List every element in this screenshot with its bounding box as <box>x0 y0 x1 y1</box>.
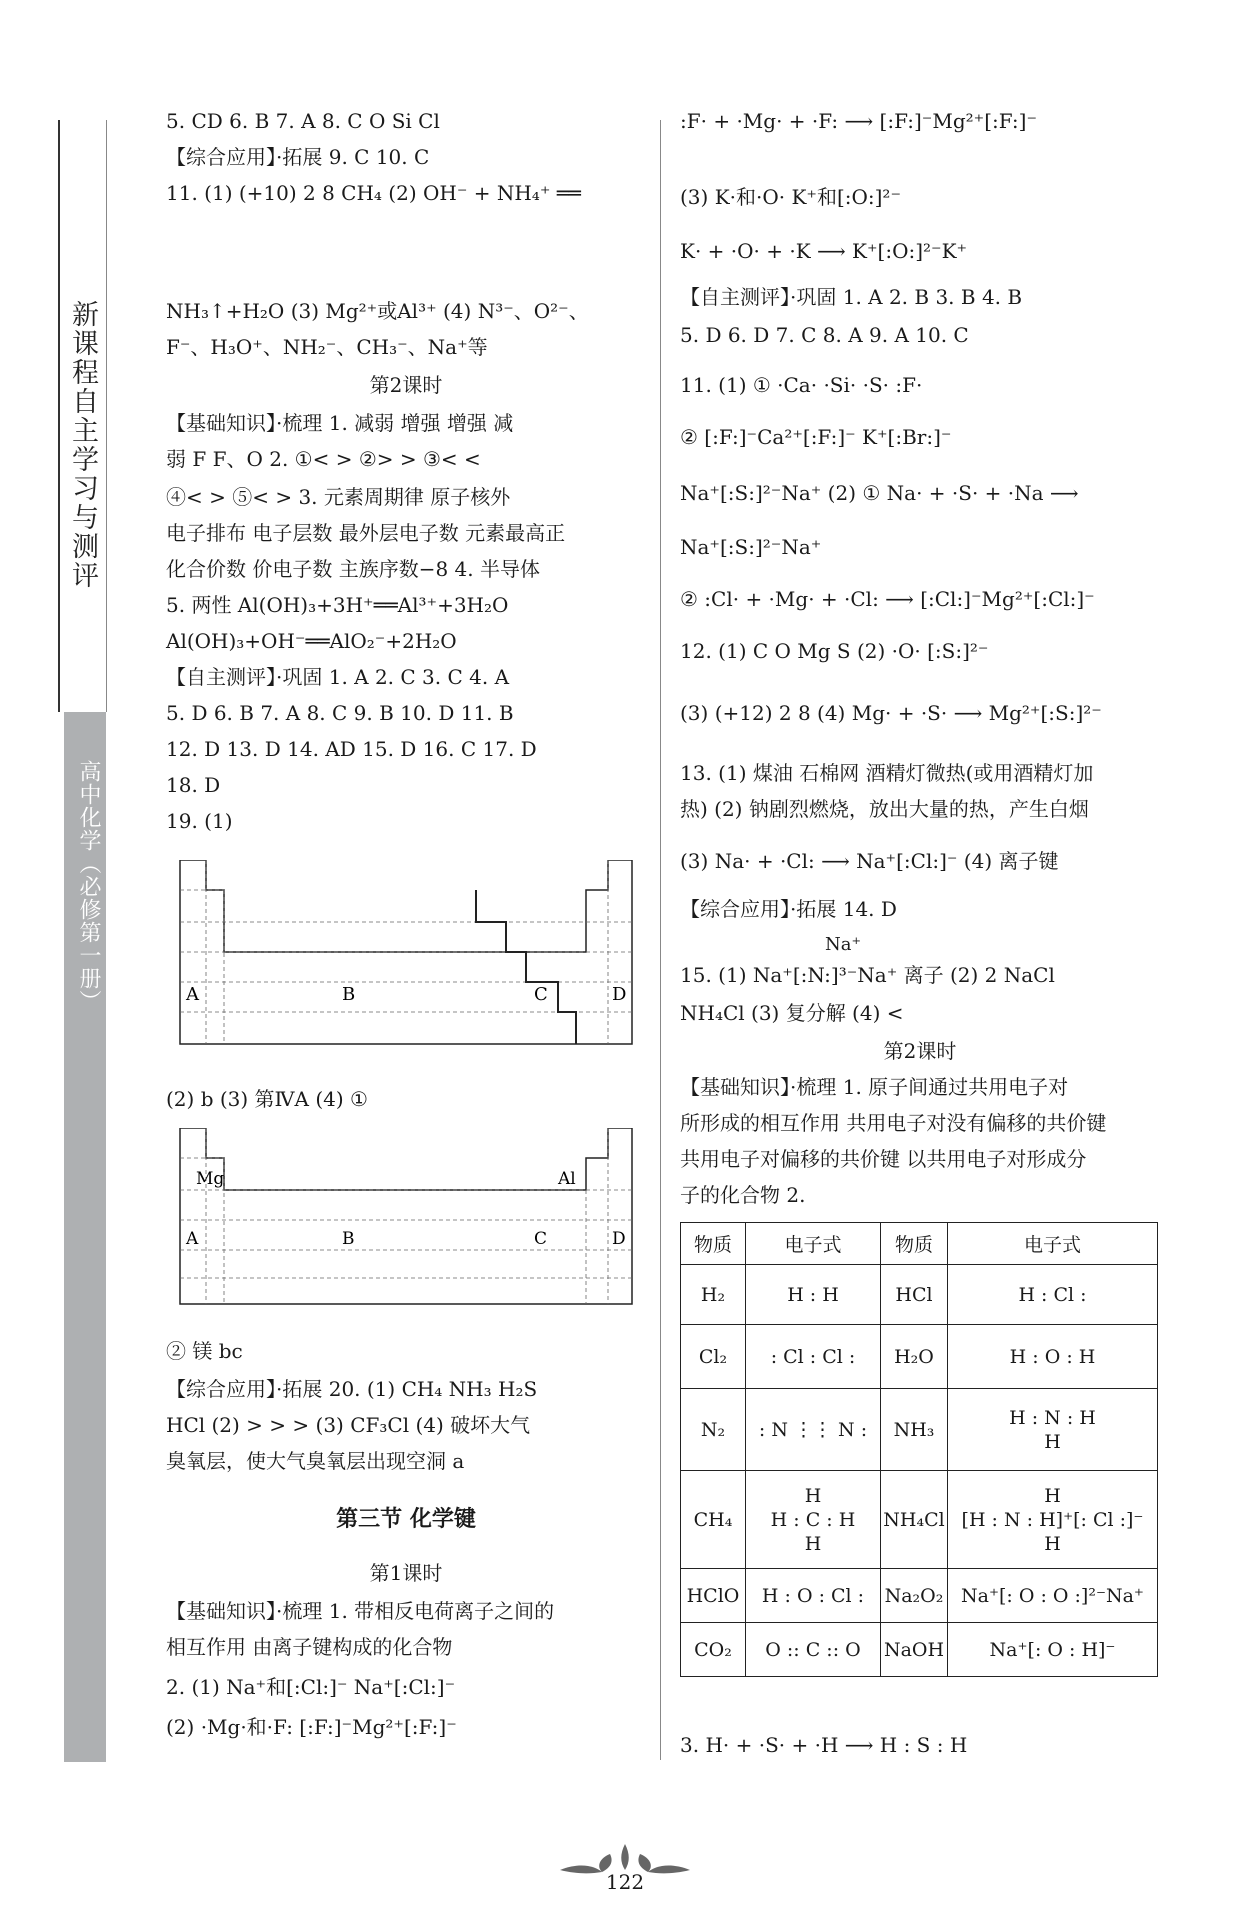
table-header-row <box>681 1223 1158 1265</box>
answer-line: 【基础知识】·梳理 1. 原子间通过共用电子对 <box>680 1075 1069 1099</box>
table-row <box>681 1265 1158 1325</box>
table-cell: : Cl : Cl : <box>746 1325 881 1389</box>
grid2-label-b: B <box>342 1229 355 1249</box>
answer-line: :F· + ·Mg· + ·F: ⟶ [:F:]⁻Mg²⁺[:F:]⁻ <box>680 109 1038 133</box>
page-number: 122 <box>605 1870 645 1894</box>
answer-line: Na⁺[:S:]²⁻Na⁺ <box>680 535 822 559</box>
answer-line: (3) (+12) 2 8 (4) Mg· + ·S· ⟶ Mg²⁺[:S:]²⁻ <box>680 701 1102 725</box>
table-row <box>681 1623 1158 1677</box>
table-cell: NH₄Cl <box>881 1471 948 1569</box>
table-cell: H H : C : H H <box>746 1471 881 1569</box>
lesson-heading: 第2课时 <box>369 373 443 397</box>
section-heading: 第三节 化学键 <box>336 1506 476 1532</box>
table-cell: H [H : N : H]⁺[: Cl :]⁻ H <box>948 1471 1158 1569</box>
lesson-heading: 第2课时 <box>883 1039 957 1063</box>
answer-line: 2. (1) Na⁺和[:Cl:]⁻ Na⁺[:Cl:]⁻ <box>166 1675 456 1699</box>
table-cell: CO₂ <box>681 1623 746 1677</box>
table-header-cell: 电子式 <box>746 1223 881 1265</box>
answer-line: (3) Na· + ·Cl: ⟶ Na⁺[:Cl:]⁻ (4) 离子键 <box>680 849 1059 873</box>
table-cell: O :: C :: O <box>746 1623 881 1677</box>
table-cell: Na₂O₂ <box>881 1569 948 1623</box>
table-header-cell: 物质 <box>881 1223 948 1265</box>
answer-line: 13. (1) 煤油 石棉网 酒精灯微热(或用酒精灯加 <box>680 761 1094 785</box>
answer-line: 化合价数 价电子数 主族序数−8 4. 半导体 <box>166 557 540 581</box>
answer-line: ④< > ⑤< > 3. 元素周期律 原子核外 <box>166 485 511 509</box>
table-row <box>681 1471 1158 1569</box>
answer-line: 5. D 6. D 7. C 8. A 9. A 10. C <box>680 323 969 347</box>
grid1-label-a: A <box>186 984 199 1005</box>
lesson-heading: 第1课时 <box>369 1561 443 1585</box>
table-cell: H : O : H <box>948 1325 1158 1389</box>
answer-line: K· + ·O· + ·K ⟶ K⁺[:O:]²⁻K⁺ <box>680 239 968 263</box>
answer-line: 【自主测评】·巩固 1. A 2. C 3. C 4. A <box>166 665 510 689</box>
grid2-label-mg: Mg <box>196 1169 225 1189</box>
answer-line: 电子排布 电子层数 最外层电子数 元素最高正 <box>166 521 566 545</box>
table-cell: H : O : Cl : <box>746 1569 881 1623</box>
table-row <box>681 1389 1158 1471</box>
grid2-label-al: Al <box>558 1169 576 1189</box>
table-cell: N₂ <box>681 1389 746 1471</box>
table-cell: HClO <box>681 1569 746 1623</box>
table-cell: : N ⋮⋮ N : <box>746 1389 881 1471</box>
answer-line: 5. 两性 Al(OH)₃+3H⁺══Al³⁺+3H₂O <box>166 593 509 617</box>
periodic-table-outline-2 <box>166 1128 636 1312</box>
table-header-cell: 物质 <box>681 1223 746 1265</box>
electron-formula-table <box>680 1222 1158 1677</box>
table-cell: H₂O <box>881 1325 948 1389</box>
answer-line: 11. (1) ① ·Ca· ·Si· ·S· :F· <box>680 373 923 397</box>
answer-line: 12. (1) C O Mg S (2) ·O· [:S:]²⁻ <box>680 639 989 663</box>
answer-line: 【综合应用】·拓展 20. (1) CH₄ NH₃ H₂S <box>166 1377 538 1401</box>
answer-line: (3) K·和·O· K⁺和[:O:]²⁻ <box>680 185 902 209</box>
table-cell: Cl₂ <box>681 1325 746 1389</box>
answer-line: ② [:F:]⁻Ca²⁺[:F:]⁻ K⁺[:Br:]⁻ <box>680 425 952 449</box>
answer-line: Na⁺[:S:]²⁻Na⁺ (2) ① Na· + ·S· + ·Na ⟶ <box>680 481 1079 505</box>
answer-line: 11. (1) (+10) 2 8 CH₄ (2) OH⁻ + NH₄⁺ ══ <box>166 181 581 205</box>
answer-line: NH₄Cl (3) 复分解 (4) < <box>680 1001 904 1025</box>
table-cell: Na⁺[: O : H]⁻ <box>948 1623 1158 1677</box>
answer-line: (2) ·Mg·和·F: [:F:]⁻Mg²⁺[:F:]⁻ <box>166 1715 457 1739</box>
answer-line: 【基础知识】·梳理 1. 减弱 增强 增强 减 <box>166 411 514 435</box>
answer-line: F⁻、H₃O⁺、NH₂⁻、CH₃⁻、Na⁺等 <box>166 335 488 359</box>
table-cell: NaOH <box>881 1623 948 1677</box>
answer-line: 相互作用 由离子键构成的化合物 <box>166 1635 453 1659</box>
grid2-label-d: D <box>612 1229 626 1249</box>
answer-line: 18. D <box>166 773 221 797</box>
answer-line: Al(OH)₃+OH⁻══AlO₂⁻+2H₂O <box>166 629 457 653</box>
answer-line: ② 镁 bc <box>166 1339 243 1363</box>
answer-line: 15. (1) Na⁺[:N:]³⁻Na⁺ 离子 (2) 2 NaCl <box>680 963 1055 987</box>
table-cell: H : H <box>746 1265 881 1325</box>
grid2-label-a: A <box>186 1229 199 1249</box>
answer-line: 3. H· + ·S· + ·H ⟶ H : S : H <box>680 1733 968 1757</box>
grid2-label-c: C <box>534 1229 548 1249</box>
superscript-na: Na⁺ <box>825 934 861 955</box>
answer-line: (2) b (3) 第ⅣA (4) ① <box>166 1087 368 1111</box>
grid1-label-c: C <box>534 984 548 1005</box>
grid1-label-b: B <box>342 984 356 1005</box>
answer-line: 臭氧层，使大气臭氧层出现空洞 a <box>166 1449 465 1473</box>
book-subject-title: 高中化学（必修第一册） <box>76 760 101 1013</box>
answer-line: 子的化合物 2. <box>680 1183 806 1207</box>
book-series-title: 新课程自主学习与测评 <box>67 300 98 590</box>
answer-line: 【综合应用】·拓展 14. D <box>680 897 897 921</box>
table-cell: H : Cl : <box>948 1265 1158 1325</box>
answer-line: 热) (2) 钠剧烈燃烧，放出大量的热，产生白烟 <box>680 797 1089 821</box>
answer-line: 【基础知识】·梳理 1. 带相反电荷离子之间的 <box>166 1599 555 1623</box>
answer-line: ② :Cl· + ·Mg· + ·Cl: ⟶ [:Cl:]⁻Mg²⁺[:Cl:]⁻ <box>680 587 1095 611</box>
answer-line: 12. D 13. D 14. AD 15. D 16. C 17. D <box>166 737 537 761</box>
answer-line: 【自主测评】·巩固 1. A 2. B 3. B 4. B <box>680 285 1023 309</box>
table-cell: NH₃ <box>881 1389 948 1471</box>
table-cell: H₂ <box>681 1265 746 1325</box>
answer-line: 19. (1) <box>166 809 233 833</box>
table-header-cell: 电子式 <box>948 1223 1158 1265</box>
answer-line: 【综合应用】·拓展 9. C 10. C <box>166 145 430 169</box>
answer-line: 所形成的相互作用 共用电子对没有偏移的共价键 <box>680 1111 1107 1135</box>
answer-line: 5. CD 6. B 7. A 8. C O Si Cl <box>166 109 440 133</box>
answer-line: 5. D 6. B 7. A 8. C 9. B 10. D 11. B <box>166 701 514 725</box>
table-cell: H : N : H H <box>948 1389 1158 1471</box>
table-row <box>681 1325 1158 1389</box>
answer-line: 弱 F F、O 2. ①< > ②> > ③< < <box>166 447 481 471</box>
table-cell: CH₄ <box>681 1471 746 1569</box>
answer-line: 共用电子对偏移的共价键 以共用电子对形成分 <box>680 1147 1087 1171</box>
answer-line: NH₃↑+H₂O (3) Mg²⁺或Al³⁺ (4) N³⁻、O²⁻、 <box>166 299 589 323</box>
grid1-label-d: D <box>612 984 627 1005</box>
answer-line: HCl (2) > > > (3) CF₃Cl (4) 破坏大气 <box>166 1413 531 1437</box>
table-cell: HCl <box>881 1265 948 1325</box>
periodic-table-outline-1 <box>166 860 636 1050</box>
column-divider <box>660 120 661 1760</box>
table-cell: Na⁺[: O : O :]²⁻Na⁺ <box>948 1569 1158 1623</box>
table-row <box>681 1569 1158 1623</box>
